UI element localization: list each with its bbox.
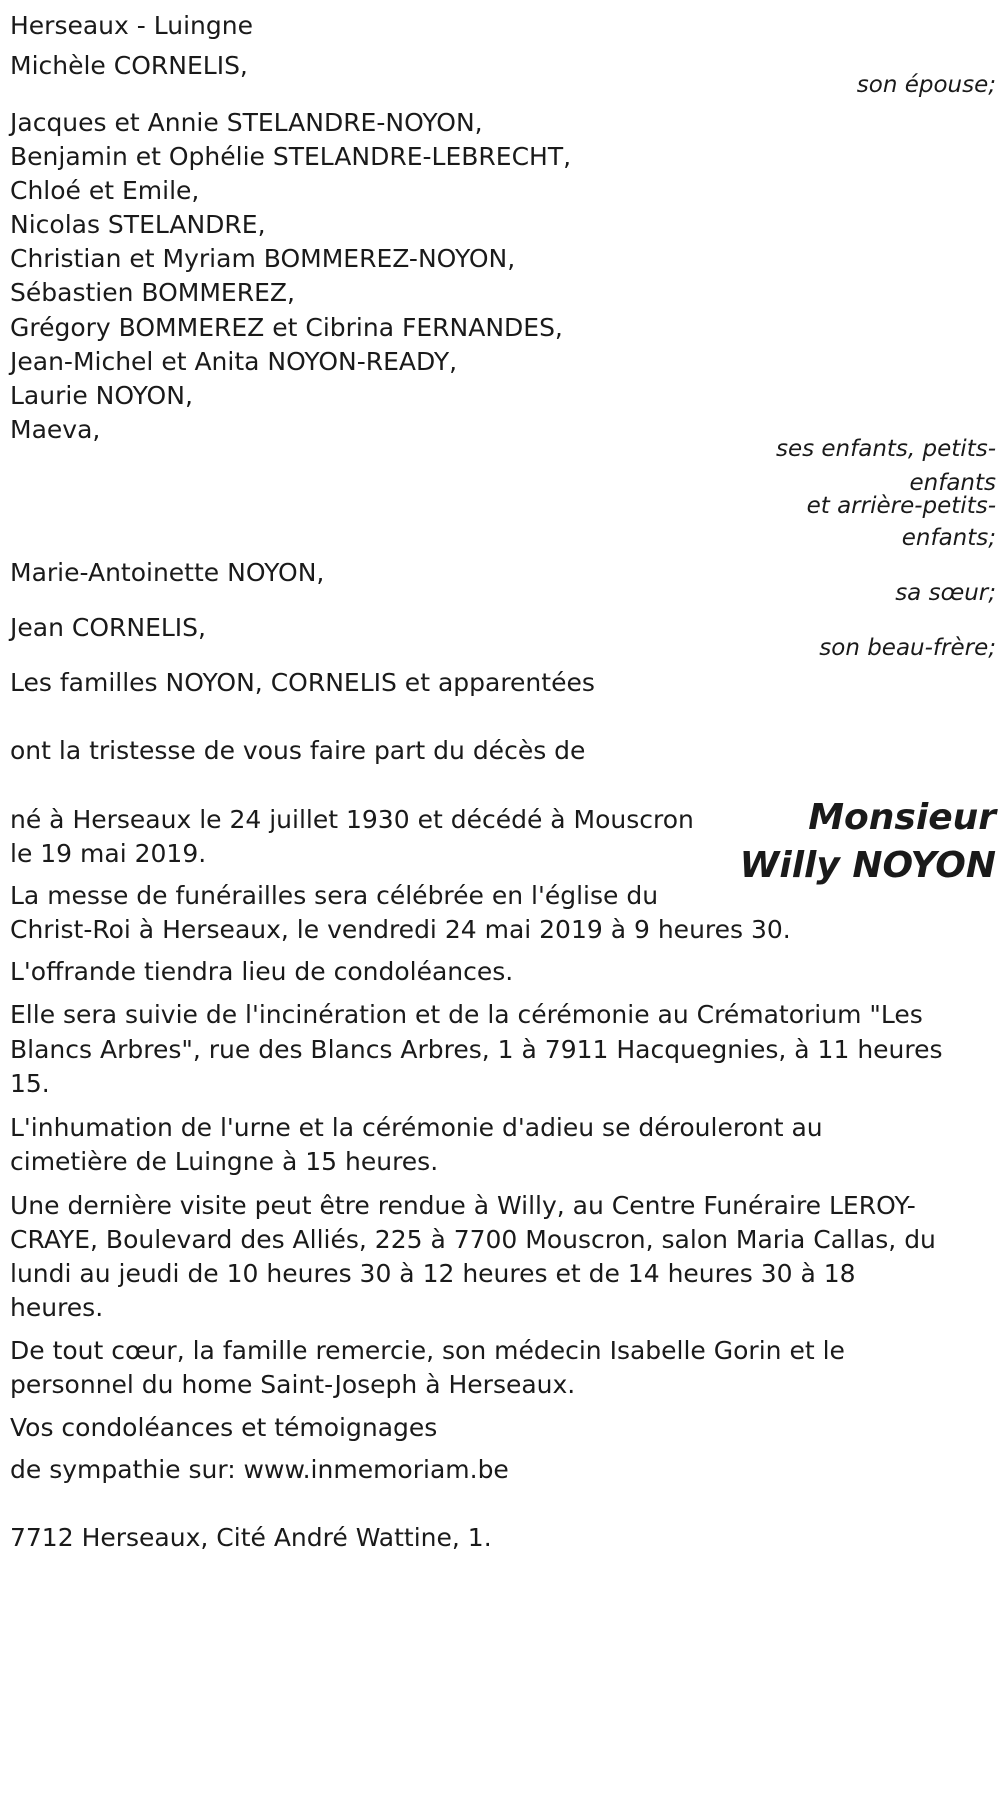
children-role-line: enfants bbox=[909, 470, 996, 496]
deceased-title: Monsieur bbox=[808, 797, 996, 838]
family-member: Jacques et Annie STELANDRE-NOYON, bbox=[10, 108, 483, 137]
spouse-role: son épouse; bbox=[856, 72, 996, 98]
mass-line: Christ-Roi à Herseaux, le vendredi 24 mai 2019 à 9 heures 30. bbox=[10, 915, 791, 944]
condolences-line: Vos condoléances et témoignages bbox=[10, 1413, 438, 1442]
spouse-name: Michèle CORNELIS, bbox=[10, 51, 248, 80]
family-member: Sébastien BOMMEREZ, bbox=[10, 278, 295, 307]
family-member: Christian et Myriam BOMMEREZ-NOYON, bbox=[10, 244, 516, 273]
birth-death-line: le 19 mai 2019. bbox=[10, 839, 207, 868]
cremation-line: 15. bbox=[10, 1069, 50, 1098]
visit-line: lundi au jeudi de 10 heures 30 à 12 heures et de 14 heures 30 à 18 bbox=[10, 1259, 856, 1288]
birth-death-line: né à Herseaux le 24 juillet 1930 et décédé à Mouscron bbox=[10, 805, 694, 834]
mass-line: La messe de funérailles sera célébrée en l'église du bbox=[10, 881, 659, 910]
family-member: Maeva, bbox=[10, 415, 101, 444]
children-role-line: ses enfants, petits- bbox=[775, 436, 996, 462]
visit-line: Une dernière visite peut être rendue à Willy, au Centre Funéraire LEROY- bbox=[10, 1191, 916, 1220]
condolences-line: de sympathie sur: www.inmemoriam.be bbox=[10, 1455, 509, 1484]
cremation-line: Blancs Arbres", rue des Blancs Arbres, 1 à 7911 Hacquegnies, à 11 heures bbox=[10, 1035, 943, 1064]
children-role-line: enfants; bbox=[901, 525, 996, 551]
cremation-line: Elle sera suivie de l'incinération et de la cérémonie au Crématorium "Les bbox=[10, 1000, 923, 1029]
family-member: Chloé et Emile, bbox=[10, 176, 200, 205]
home-address: 7712 Herseaux, Cité André Wattine, 1. bbox=[10, 1523, 492, 1552]
family-member: Laurie NOYON, bbox=[10, 381, 193, 410]
burial-line: L'inhumation de l'urne et la cérémonie d'adieu se dérouleront au bbox=[10, 1113, 823, 1142]
burial-line: cimetière de Luingne à 15 heures. bbox=[10, 1147, 439, 1176]
thanks-line: personnel du home Saint-Joseph à Herseaux. bbox=[10, 1370, 576, 1399]
offering-line: L'offrande tiendra lieu de condoléances. bbox=[10, 957, 514, 986]
visit-line: heures. bbox=[10, 1293, 104, 1322]
announcement-line: ont la tristesse de vous faire part du décès de bbox=[10, 736, 586, 765]
families-line: Les familles NOYON, CORNELIS et apparentées bbox=[10, 668, 595, 697]
family-member: Jean-Michel et Anita NOYON-READY, bbox=[10, 347, 458, 376]
brother-in-law-role: son beau-frère; bbox=[819, 635, 996, 661]
deceased-name: Willy NOYON bbox=[739, 845, 996, 886]
location-header: Herseaux - Luingne bbox=[10, 11, 253, 40]
children-role-line: et arrière-petits- bbox=[806, 493, 996, 519]
family-member: Nicolas STELANDRE, bbox=[10, 210, 266, 239]
family-member: Benjamin et Ophélie STELANDRE-LEBRECHT, bbox=[10, 142, 572, 171]
thanks-line: De tout cœur, la famille remercie, son médecin Isabelle Gorin et le bbox=[10, 1336, 845, 1365]
sister-name: Marie-Antoinette NOYON, bbox=[10, 558, 325, 587]
brother-in-law-name: Jean CORNELIS, bbox=[10, 613, 206, 642]
sister-role: sa sœur; bbox=[895, 580, 996, 606]
family-member: Grégory BOMMEREZ et Cibrina FERNANDES, bbox=[10, 313, 563, 342]
visit-line: CRAYE, Boulevard des Alliés, 225 à 7700 Mouscron, salon Maria Callas, du bbox=[10, 1225, 936, 1254]
